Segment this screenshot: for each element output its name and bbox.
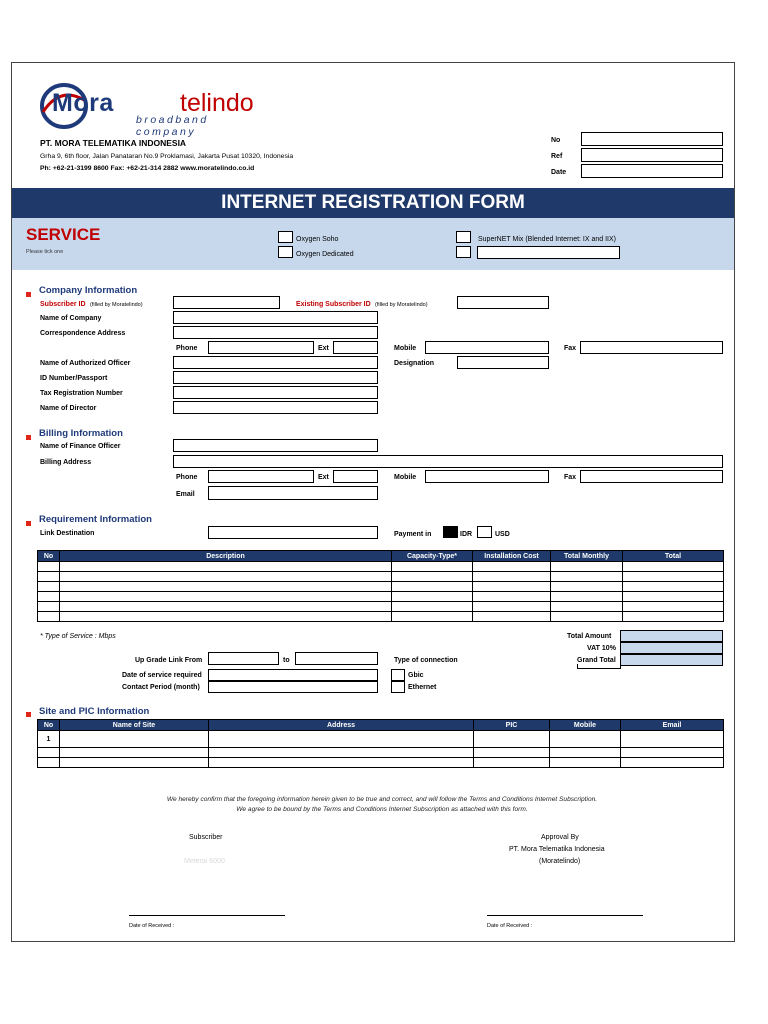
- existing-id-note: (filled by Moratelindo): [375, 302, 428, 308]
- oxygen-dedicated-checkbox[interactable]: [278, 246, 293, 258]
- col-capacity: Capacity-Type*: [392, 551, 473, 562]
- date-required-label: Date of service required: [122, 672, 202, 679]
- gbic-checkbox[interactable]: [391, 669, 405, 681]
- requirement-table: [37, 550, 724, 622]
- usd-label: USD: [495, 531, 510, 538]
- left-date-received: Date of Received :: [129, 923, 175, 929]
- idr-checkbox[interactable]: [443, 526, 458, 538]
- director-label: Name of Director: [40, 405, 97, 412]
- site-bullet: [26, 712, 31, 717]
- company-contact: Ph: +62-21-3199 8600 Fax: +62-21-314 2882 www.moratelindo.co.id: [40, 165, 255, 172]
- oxygen-soho-checkbox[interactable]: [278, 231, 293, 243]
- payment-label: Payment in: [394, 531, 432, 538]
- table-row[interactable]: [38, 602, 724, 612]
- supernet-checkbox[interactable]: [456, 231, 471, 243]
- company-fax-label: Fax: [564, 345, 577, 352]
- vat-field[interactable]: [620, 642, 723, 654]
- table-row[interactable]: [38, 748, 724, 758]
- col-description: Description: [60, 551, 392, 562]
- grand-total-label: Grand Total: [577, 657, 616, 664]
- other-service-field[interactable]: [477, 246, 620, 259]
- service-heading: SERVICE: [26, 225, 101, 244]
- ethernet-checkbox[interactable]: [391, 681, 405, 693]
- billing-bullet: [26, 435, 31, 440]
- table-row[interactable]: [38, 612, 724, 622]
- service-hint: Please tick one: [26, 249, 64, 255]
- col-installation: Installation Cost: [473, 551, 551, 562]
- site-heading: Site and PIC Information: [39, 706, 150, 717]
- billing-heading: Billing Information: [39, 428, 123, 439]
- upgrade-label: Up Grade Link From: [135, 657, 203, 664]
- site-row-no: 1: [38, 731, 60, 748]
- date-label: Date: [551, 169, 567, 176]
- company-name: PT. MORA TELEMATIKA INDONESIA: [40, 138, 187, 148]
- upgrade-to-label: to: [283, 657, 290, 664]
- logo-mora: Mora: [52, 89, 114, 117]
- director-field[interactable]: [173, 401, 378, 414]
- ethernet-label: Ethernet: [408, 684, 437, 691]
- requirement-header-row: [38, 551, 724, 562]
- company-logo: [40, 82, 270, 138]
- officer-label: Name of Authorized Officer: [40, 360, 131, 367]
- contract-field[interactable]: [208, 681, 378, 693]
- existing-id-field[interactable]: [457, 296, 549, 309]
- total-amount-label: Total Amount: [567, 633, 612, 640]
- table-row[interactable]: [38, 731, 724, 748]
- subscriber-id-label: Subscriber ID: [40, 301, 86, 308]
- service-band: [12, 218, 734, 270]
- idr-label: IDR: [460, 531, 473, 538]
- oxygen-dedicated-label: Oxygen Dedicated: [296, 251, 354, 258]
- stamp-placeholder: Meterai 6000: [184, 858, 225, 865]
- no-label: No: [551, 137, 561, 144]
- confirm-text-1: We hereby confirm that the foregoing information herein given to be true and correct, and will follow the Terms and Conditions Internet Subscription.: [166, 796, 598, 803]
- designation-label: Designation: [394, 360, 435, 367]
- id-number-label: ID Number/Passport: [40, 375, 108, 382]
- gbic-label: Gbic: [408, 672, 424, 679]
- company-name-field[interactable]: [173, 311, 378, 324]
- link-destination-label: Link Destination: [40, 530, 95, 537]
- billing-address-field[interactable]: [173, 455, 723, 468]
- tax-field[interactable]: [173, 386, 378, 399]
- service-type-note: * Type of Service : Mbps: [40, 633, 116, 640]
- link-destination-field[interactable]: [208, 526, 378, 539]
- requirement-bullet: [26, 521, 31, 526]
- approval-label-1: Approval By: [541, 834, 579, 841]
- billing-email-field[interactable]: [208, 486, 378, 500]
- page-title: INTERNET REGISTRATION FORM: [221, 192, 525, 213]
- col-total: Total: [623, 551, 724, 562]
- connection-label: Type of connection: [394, 657, 458, 664]
- site-table: [37, 719, 724, 768]
- company-mobile-label: Mobile: [394, 345, 417, 352]
- company-bullet: [26, 292, 31, 297]
- subscriber-id-note: (filled by Moratelindo): [90, 302, 143, 308]
- company-mobile-field[interactable]: [425, 341, 549, 354]
- vat-label: VAT 10%: [587, 645, 616, 652]
- site-header-row: [38, 720, 724, 731]
- requirement-heading: Requirement Information: [39, 514, 152, 525]
- subscriber-label: Subscriber: [189, 834, 223, 841]
- site-col-address: Address: [209, 720, 474, 731]
- company-fax-field[interactable]: [580, 341, 723, 354]
- company-phone-label: Phone: [176, 345, 198, 352]
- billing-ext-field[interactable]: [333, 470, 378, 483]
- date-field[interactable]: [581, 164, 723, 178]
- site-col-no: No: [38, 720, 60, 731]
- table-row[interactable]: [38, 758, 724, 768]
- company-address: Grha 9, 6th floor, Jalan Panataran No.9 Proklamasi, Jakarta Pusat 10320, Indonesia: [40, 153, 294, 160]
- left-signature-line: [129, 915, 285, 916]
- tax-label: Tax Registration Number: [40, 390, 123, 397]
- right-signature-line: [487, 915, 643, 916]
- confirm-text-2: We agree to be bound by the Terms and Conditions Internet Subscription as attached with this form.: [236, 806, 528, 813]
- billing-email-label: Email: [176, 491, 195, 498]
- company-ext-field[interactable]: [333, 341, 378, 354]
- oxygen-soho-label: Oxygen Soho: [296, 236, 339, 243]
- site-col-name: Name of Site: [60, 720, 209, 731]
- billing-mobile-field[interactable]: [425, 470, 549, 483]
- company-phone-field[interactable]: [208, 341, 314, 354]
- billing-phone-field[interactable]: [208, 470, 314, 483]
- upgrade-from-field[interactable]: [208, 652, 279, 665]
- subscriber-id-field[interactable]: [173, 296, 280, 309]
- billing-fax-field[interactable]: [580, 470, 723, 483]
- finance-field[interactable]: [173, 439, 378, 452]
- site-col-pic: PIC: [474, 720, 550, 731]
- officer-field[interactable]: [173, 356, 378, 369]
- upgrade-to-field[interactable]: [295, 652, 378, 665]
- ref-field[interactable]: [581, 148, 723, 162]
- table-row[interactable]: [38, 582, 724, 592]
- grand-total-field[interactable]: [620, 654, 723, 666]
- total-amount-field[interactable]: [620, 630, 723, 642]
- company-name-label: Name of Company: [40, 315, 102, 322]
- approval-label-2: PT. Mora Telematika Indonesia: [509, 846, 605, 853]
- billing-ext-label: Ext: [318, 474, 329, 481]
- correspondence-label: Correspondence Address: [40, 330, 126, 337]
- ref-label: Ref: [551, 153, 563, 160]
- site-col-email: Email: [621, 720, 724, 731]
- billing-phone-label: Phone: [176, 474, 198, 481]
- usd-checkbox[interactable]: [477, 526, 492, 538]
- col-monthly: Total Monthly: [551, 551, 623, 562]
- contract-label: Contact Period (month): [122, 684, 200, 691]
- table-row[interactable]: [38, 572, 724, 582]
- billing-mobile-label: Mobile: [394, 474, 417, 481]
- other-checkbox[interactable]: [456, 246, 471, 258]
- approval-label-3: (Moratelindo): [539, 858, 581, 865]
- no-field[interactable]: [581, 132, 723, 146]
- table-row[interactable]: [38, 562, 724, 572]
- right-date-received: Date of Received :: [487, 923, 533, 929]
- site-col-mobile: Mobile: [550, 720, 621, 731]
- correspondence-field[interactable]: [173, 326, 378, 339]
- id-number-field[interactable]: [173, 371, 378, 384]
- table-row[interactable]: [38, 592, 724, 602]
- grand-total-border: [577, 664, 621, 669]
- date-required-field[interactable]: [208, 669, 378, 681]
- finance-label: Name of Finance Officer: [40, 443, 121, 450]
- existing-id-label: Existing Subscriber ID: [296, 301, 371, 308]
- supernet-label: SuperNET Mix (Blended Internet: IX and IIX): [478, 236, 616, 243]
- billing-fax-label: Fax: [564, 474, 577, 481]
- designation-field[interactable]: [457, 356, 549, 369]
- col-no: No: [38, 551, 60, 562]
- company-ext-label: Ext: [318, 345, 329, 352]
- logo-telindo: telindo: [180, 89, 254, 117]
- company-heading: Company Information: [39, 285, 138, 296]
- logo-tagline: broadband company: [136, 114, 209, 138]
- billing-address-label: Billing Address: [40, 459, 92, 466]
